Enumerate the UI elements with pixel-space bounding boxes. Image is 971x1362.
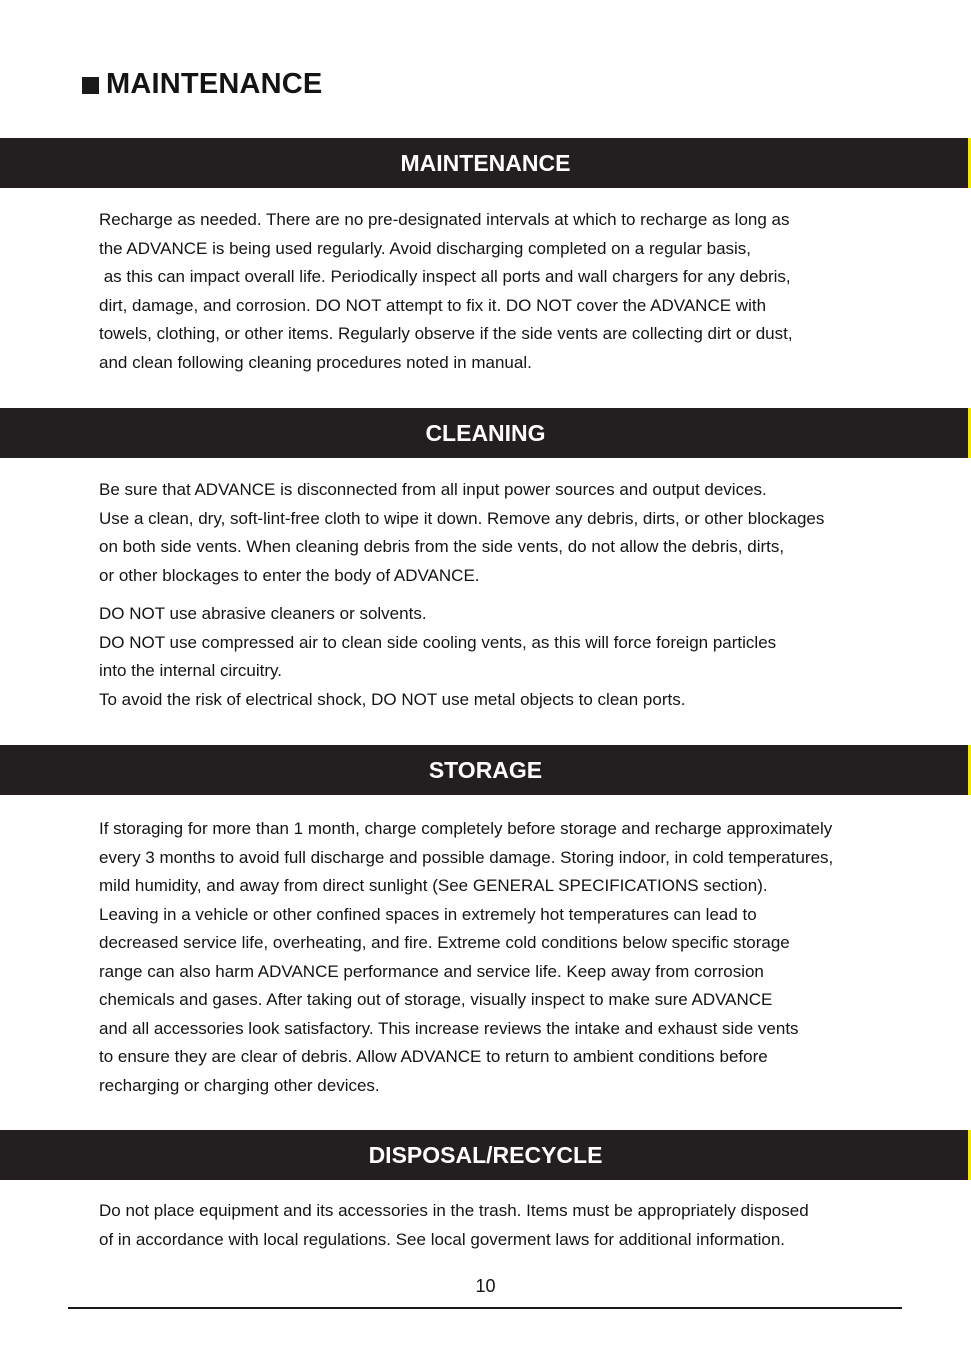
text-line: Be sure that ADVANCE is disconnected from all input power sources and output devices. [99,480,767,499]
section-header-disposal [0,1130,971,1180]
text-line: dirt, damage, and corrosion. DO NOT attempt to fix it. DO NOT cover the ADVANCE with [99,295,767,315]
text-line: or other blockages to enter the body of ADVANCE. [99,565,480,585]
section-heading: STORAGE [428,756,543,783]
text-line: decreased service life, overheating, and fire. Extreme cold conditions below specific storage [99,933,790,952]
disposal-paragraph [99,1197,929,1254]
text-line: to ensure they are clear of debris. Allow ADVANCE to return to ambient conditions before [99,1047,768,1066]
text-line: If storaging for more than 1 month, charge completely before storage and recharge approximately [99,819,833,838]
maintenance-paragraph [99,206,929,377]
text-line: into the internal circuitry. [99,661,282,680]
square-bullet-icon [82,77,99,94]
text-line: the ADVANCE is being used regularly. Avoid discharging completed on a regular basis, [99,238,752,258]
section-header-cleaning [0,408,971,458]
text-line: mild humidity, and away from direct sunlight (See GENERAL SPECIFICATIONS section). [99,876,768,895]
section-heading: DISPOSAL/RECYCLE [368,1141,603,1168]
page-title-text: MAINTENANCE [106,68,323,100]
storage-paragraph [99,815,929,1100]
text-line: DO NOT use abrasive cleaners or solvents. [99,604,427,623]
section-heading: CLEANING [425,419,546,446]
section-header-storage [0,745,971,795]
text-line: Recharge as needed. There are no pre-designated intervals at which to recharge as long as [99,210,790,229]
section-heading: MAINTENANCE [400,149,571,176]
text-line: and clean following cleaning procedures noted in manual. [99,352,532,372]
text-line: every 3 months to avoid full discharge and possible damage. Storing indoor, in cold temperatures, [99,847,834,867]
text-line: Use a clean, dry, soft-lint-free cloth to wipe it down. Remove any debris, dirts, or other blockages [99,508,825,528]
text-line: on both side vents. When cleaning debris from the side vents, do not allow the debris, dirts, [99,537,785,556]
text-line: DO NOT use compressed air to clean side cooling vents, as this will force foreign particles [99,632,777,652]
cleaning-paragraph-1 [99,476,929,590]
section-header-maintenance [0,138,971,188]
text-line: range can also harm ADVANCE performance and service life. Keep away from corrosion [99,961,764,981]
text-line: recharging or charging other devices. [99,1075,380,1095]
text-line: To avoid the risk of electrical shock, DO NOT use metal objects to clean ports. [99,689,686,709]
text-line: Do not place equipment and its accessories in the trash. Items must be appropriately disposed [99,1201,809,1220]
text-line: Leaving in a vehicle or other confined spaces in extremely hot temperatures can lead to [99,904,757,924]
text-line: and all accessories look satisfactory. This increase reviews the intake and exhaust side vents [99,1018,799,1038]
footer-divider [68,1307,902,1309]
page-number: 10 [475,1276,496,1296]
page-title [82,68,322,101]
cleaning-paragraph-2 [99,600,929,714]
text-line: as this can impact overall life. Periodically inspect all ports and wall chargers for any debris, [99,267,791,286]
text-line: towels, clothing, or other items. Regularly observe if the side vents are collecting dirt or dust, [99,324,793,343]
text-line: of in accordance with local regulations. See local goverment laws for additional information. [99,1229,786,1249]
text-line: chemicals and gases. After taking out of storage, visually inspect to make sure ADVANCE [99,990,773,1009]
